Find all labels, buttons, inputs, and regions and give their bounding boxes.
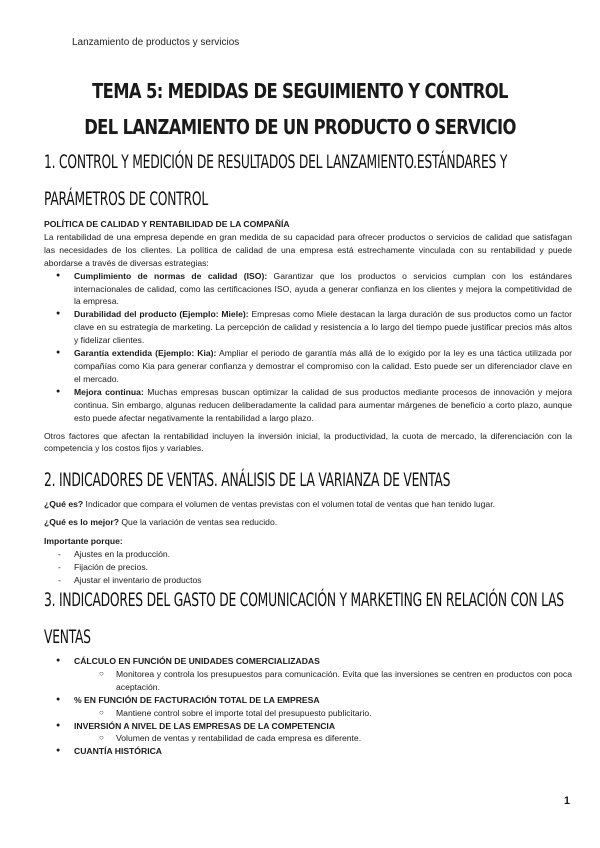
- list-item-text: Empresas como Miele destacan la larga duración de sus productos como un factor clave en su estrategia de marketing. La percepción de calidad y resistencia a lo largo del tiempo puede justificar precios más altos y fidelizar clientes.: [74, 309, 572, 346]
- section-1-closing: Otros factores que afectan la rentabilidad incluyen la inversión inicial, la productividad, la cuota de mercado, la diferenciación con la competencia y los costos fijos y variables.: [44, 430, 572, 454]
- list-item-term: Cumplimiento de normas de calidad (ISO):: [74, 270, 268, 281]
- list-item-label: CÁLCULO EN FUNCIÓN DE UNIDADES COMERCIALIZADAS: [74, 656, 320, 666]
- document-header: Lanzamiento de productos y servicios: [72, 37, 240, 48]
- page-title: TEMA 5: MEDIDAS DE SEGUIMIENTO Y CONTROL DEL LANZAMIENTO DE UN PRODUCTO O SERVICIO: [84, 79, 516, 139]
- section-3-heading: 3. INDICADORES DEL GASTO DE COMUNICACIÓN Y MARKETING EN RELACIÓN CON LAS VENTAS: [44, 589, 564, 648]
- list-item: [44, 347, 572, 386]
- list-item-text: Muchas empresas buscan optimizar la calidad de sus productos mediante procesos de innovación y mejora continua. Sin embargo, algunas reducen deliberadamente la calidad para aumentar márgenes de beneficio a corto plazo, aunque esto puede afectar negativamente la rentabilidad a largo plazo.: [74, 386, 572, 423]
- list-item: - Ajustar el inventario de productos: [44, 574, 572, 587]
- section-1-heading: 1. CONTROL Y MEDICIÓN DE RESULTADOS DEL LANZAMIENTO.ESTÁNDARES Y PARÁMETROS DE CONTROL: [44, 151, 508, 210]
- marketing-indicators-list: [44, 655, 572, 758]
- what-is-text: Indicador que compara el volumen de ventas previstas con el volumen total de ventas que han tenido lugar.: [83, 499, 495, 509]
- quality-policy-subheading: POLÍTICA DE CALIDAD Y RENTABILIDAD DE LA COMPAÑÍA: [44, 219, 290, 229]
- section-3-body: [44, 655, 572, 758]
- list-item-text: Garantizar que los productos o servicios cumplan con los estándares internacionales de calidad, como las certificaciones ISO, ayuda a generar confianza en los clientes y mejora la competitividad de la empresa.: [74, 270, 572, 307]
- list-item: [44, 270, 572, 309]
- list-item: [44, 745, 572, 758]
- list-item: [44, 386, 572, 425]
- list-item: [44, 720, 572, 746]
- best-label: ¿Qué es lo mejor?: [44, 516, 119, 527]
- list-item-label: % EN FUNCIÓN DE FACTURACIÓN TOTAL DE LA EMPRESA: [74, 694, 320, 705]
- quality-strategies-list: [44, 270, 572, 425]
- section-1-intro: La rentabilidad de una empresa depende en gran medida de su capacidad para ofrecer productos o servicios de calidad que satisfagan las necesidades de los clientes. La política de calidad de una empresa está estrechamente vinculada con su rentabilidad y puede abordarse a través de diversas estrategias:: [44, 231, 572, 268]
- list-item-term: Garantía extendida (Ejemplo: Kia):: [74, 348, 217, 359]
- list-item-label: CUANTÍA HISTÓRICA: [74, 746, 163, 757]
- page-number: 1: [563, 795, 570, 807]
- list-item-term: Mejora continua:: [74, 386, 144, 397]
- list-item-term: Durabilidad del producto (Ejemplo: Miele):: [74, 309, 249, 320]
- sub-list-item: ○ Volumen de ventas y rentabilidad de cada empresa es diferente.: [74, 732, 572, 745]
- best-text: Que la variación de ventas sea reducido.: [118, 516, 278, 527]
- list-item: [44, 655, 572, 694]
- list-item-label: INVERSIÓN A NIVEL DE LAS EMPRESAS DE LA COMPETENCIA: [74, 720, 336, 731]
- important-label: Importante porque:: [44, 535, 123, 546]
- sub-list-item: ○ Mantiene control sobre el importe total del presupuesto publicitario.: [74, 707, 572, 720]
- list-item-text: Ampliar el periodo de garantía más allá de lo exigido por la ley es una táctica utilizada por compañías como Kia para generar confianza y demostrar el compromiso con la calidad. Esto puede ser un diferenciador clave en el mercado.: [74, 348, 572, 384]
- reasons-list: [44, 548, 572, 587]
- sub-list-item: ○ Monitorea y controla los presupuestos para comunicación. Evita que las inversiones se centren en productos con poca aceptación.: [74, 668, 572, 694]
- section-2-heading: 2. INDICADORES DE VENTAS. ANÁLISIS DE LA VARIANZA DE VENTAS: [44, 469, 451, 491]
- what-is-line: [44, 498, 572, 511]
- best-line: [44, 516, 572, 529]
- list-item: - Ajustes en la producción.: [44, 548, 572, 561]
- section-2-body: [44, 498, 572, 586]
- what-is-label: ¿Qué es?: [44, 499, 84, 509]
- section-1-body: [44, 218, 572, 455]
- list-item: - Fijación de precios.: [44, 561, 572, 574]
- list-item: [44, 694, 572, 720]
- list-item: [44, 308, 572, 347]
